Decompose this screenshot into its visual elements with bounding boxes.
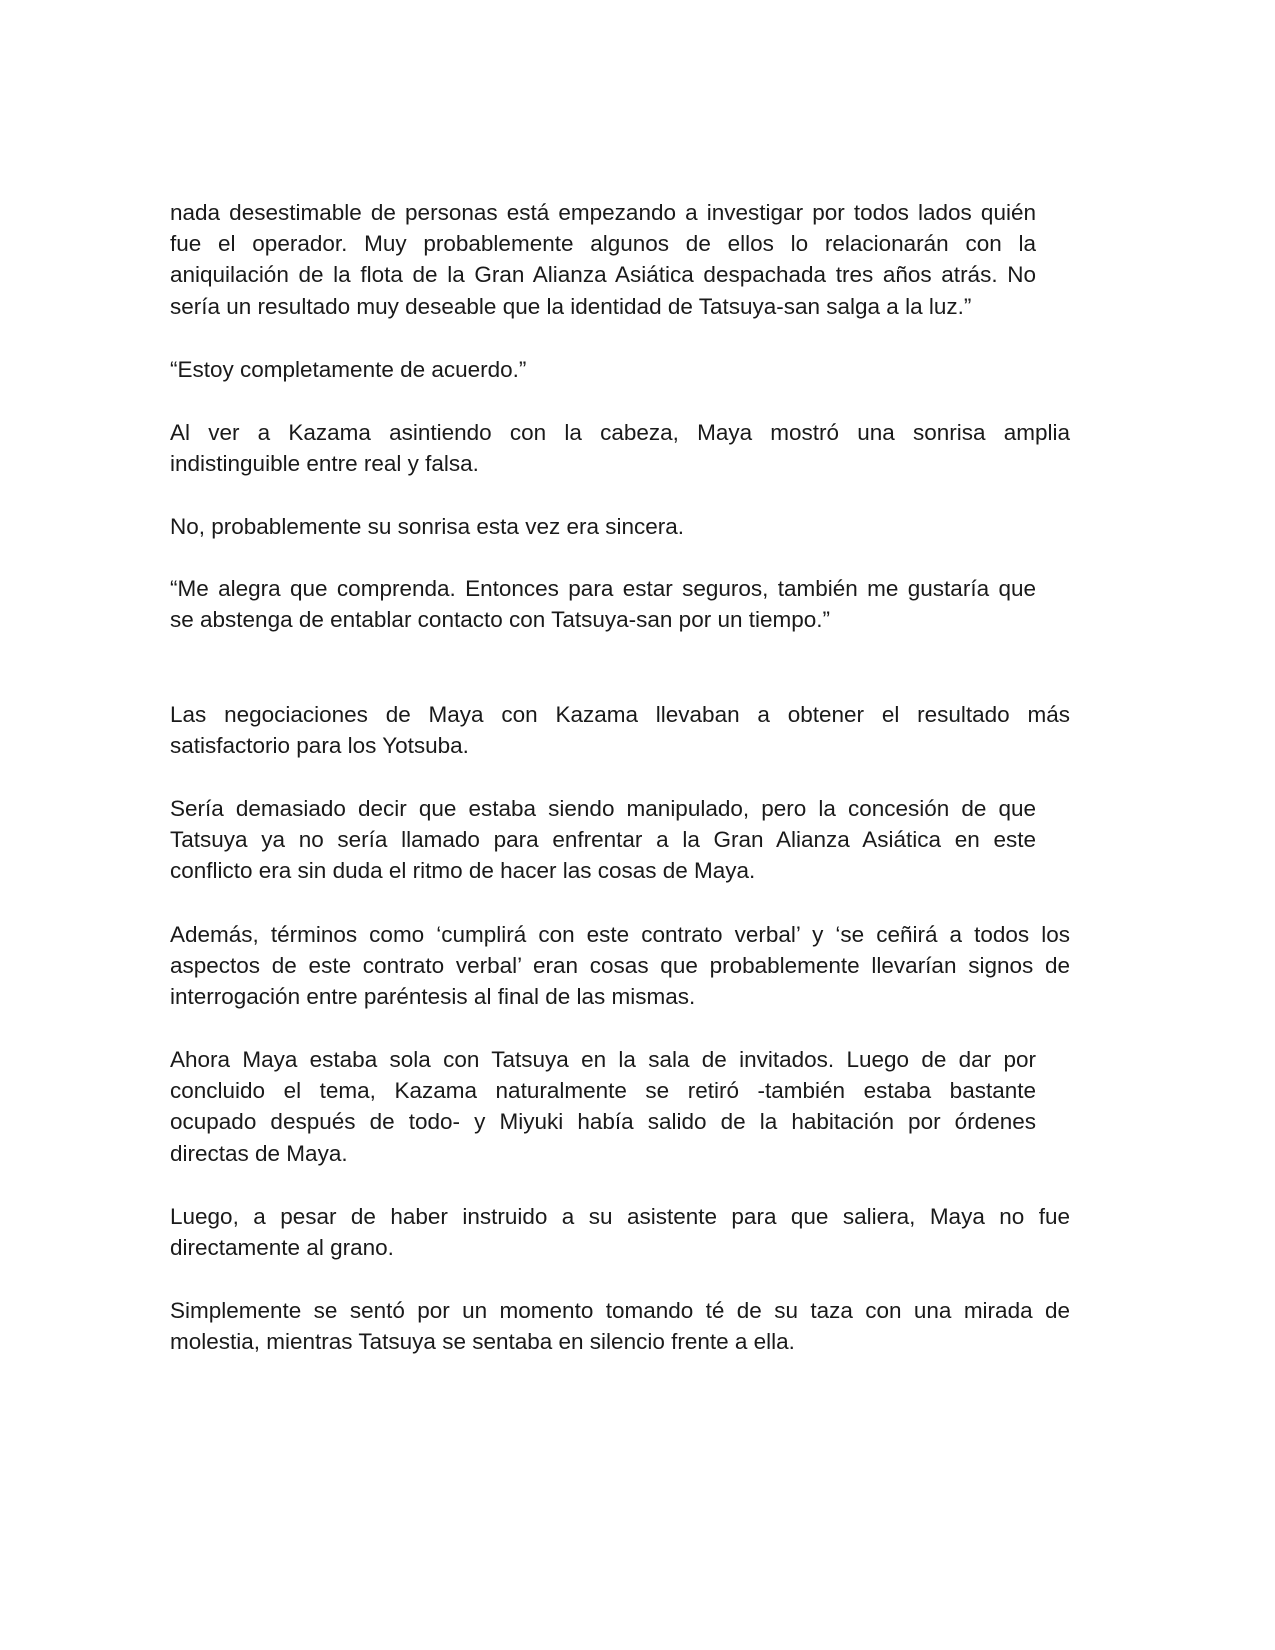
text-line: “Me alegra que comprenda. Entonces para estar seguros, también me gustaría que [170, 576, 1036, 601]
text-line: interrogación entre paréntesis al final de las mismas. [170, 984, 696, 1010]
paragraph-abstain-contact-quote [170, 573, 1036, 635]
paragraph-operator-investigation [170, 197, 1036, 322]
paragraph-negotiations [170, 699, 1070, 761]
text-line: sería un resultado muy deseable que la identidad de Tatsuya-san salga a la luz.” [170, 293, 972, 319]
text-line: No, probablemente su sonrisa esta vez era sincera. [170, 514, 685, 539]
text-line: se abstenga de entablar contacto con Tatsuya-san por un tiempo.” [170, 607, 831, 633]
text-line: Las negociaciones de Maya con Kazama llevaban a obtener el resultado más [170, 702, 1070, 727]
text-line: directamente al grano. [170, 1235, 394, 1261]
text-line: satisfactorio para los Yotsuba. [170, 733, 469, 759]
text-line: Luego, a pesar de haber instruido a su asistente para que saliera, Maya no fue [170, 1204, 1070, 1229]
text-line: Tatsuya ya no sería llamado para enfrentar a la Gran Alianza Asiática en este [170, 827, 1036, 853]
text-line: Sería demasiado decir que estaba siendo manipulado, pero la concesión de que [170, 796, 1036, 821]
text-line: nada desestimable de personas está empezando a investigar por todos lados quién [170, 200, 1036, 225]
text-line: Simplemente se sentó por un momento tomando té de su taza con una mirada de [170, 1298, 1070, 1323]
text-line: aniquilación de la flota de la Gran Alianza Asiática despachada tres años atrás. No [170, 262, 1036, 288]
text-line: “Estoy completamente de acuerdo.” [170, 357, 527, 382]
text-line: concluido el tema, Kazama naturalmente se retiró -también estaba bastante [170, 1078, 1036, 1104]
paragraph-maya-smile [170, 417, 1070, 479]
text-line: directas de Maya. [170, 1140, 348, 1166]
text-line: Al ver a Kazama asintiendo con la cabeza, Maya mostró una sonrisa amplia [170, 420, 1070, 445]
text-line: fue el operador. Muy probablemente algunos de ellos lo relacionarán con la [170, 231, 1036, 257]
text-line: conflicto era sin duda el ritmo de hacer las cosas de Maya. [170, 858, 756, 884]
text-line: molestia, mientras Tatsuya se sentaba en silencio frente a ella. [170, 1329, 795, 1355]
paragraph-verbal-contract [170, 919, 1070, 1013]
paragraph-not-to-the-point [170, 1201, 1070, 1263]
text-line: Ahora Maya estaba sola con Tatsuya en la sala de invitados. Luego de dar por [170, 1047, 1036, 1072]
text-line: Además, términos como ‘cumplirá con este contrato verbal’ y ‘se ceñirá a todos los [170, 922, 1070, 947]
paragraph-drinking-tea [170, 1295, 1070, 1357]
text-line: ocupado después de todo- y Miyuki había salido de la habitación por órdenes [170, 1109, 1036, 1135]
text-line: aspectos de este contrato verbal’ eran cosas que probablemente llevarían signos de [170, 953, 1070, 979]
paragraph-guest-room [170, 1044, 1036, 1169]
paragraph-manipulation [170, 793, 1036, 887]
paragraph-sincere-smile [170, 511, 684, 542]
text-line: indistinguible entre real y falsa. [170, 451, 479, 477]
paragraph-agreement-quote [170, 354, 526, 385]
